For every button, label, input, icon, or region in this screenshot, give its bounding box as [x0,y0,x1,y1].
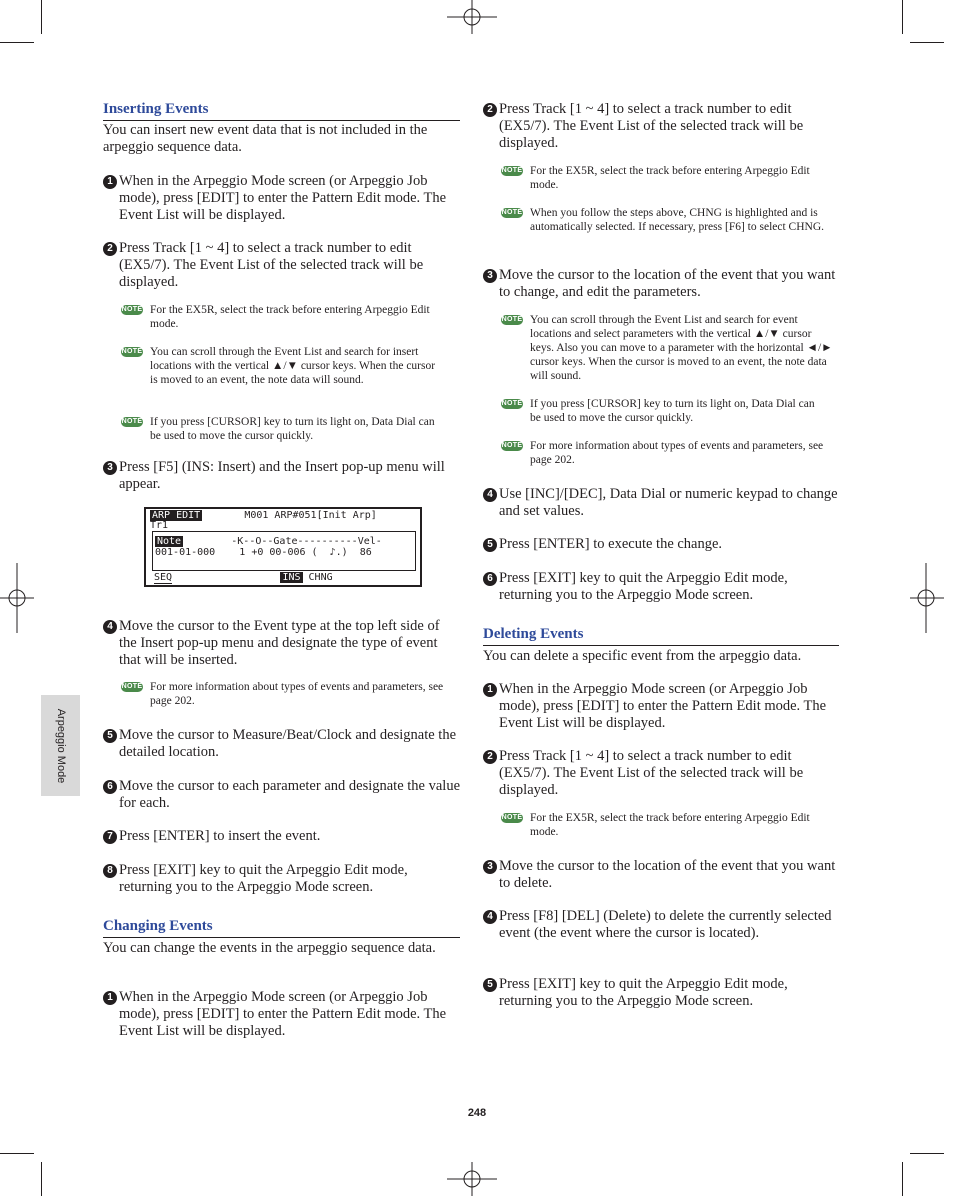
deleting-step-4 [483,908,840,942]
step-text: When in the Arpeggio Mode screen (or Arpeggio Job mode), press [EDIT] to enter the Pattern Edit mode. The Event List will be displayed. [499,681,827,731]
changing-note-5 [483,439,824,467]
section-heading-inserting: Inserting Events [103,101,460,121]
step-text: Move the cursor to Measure/Beat/Clock and designate the detailed location. [119,727,457,760]
deleting-step-2 [483,748,840,799]
inserting-intro: You can insert new event data that is not included in the arpeggio sequence data. [103,122,428,155]
inserting-note-3 [103,415,444,443]
note-icon: NOTE [501,167,523,174]
lcd-track: Tr1 [150,520,169,531]
note-text: For the EX5R, select the track before entering Arpeggio Edit mode. [530,165,810,191]
changing-intro: You can change the events in the arpeggio sequence data. [103,940,436,956]
crop-mark [910,42,944,43]
deleting-step-3 [483,858,840,892]
registration-mark [0,563,36,633]
note-text: You can scroll through the Event List and search for insert locations with the vertical ▲/▼ cursor keys. When the cursor is moved to an event, the note data will sound. [150,346,436,386]
step-text: Move the cursor to the location of the event that you want to delete. [499,858,836,891]
step-number-1: 1 [103,991,117,1005]
note-icon: NOTE [121,348,143,355]
inserting-step-1 [103,173,460,224]
step-text: When in the Arpeggio Mode screen (or Arpeggio Job mode), press [EDIT] to enter the Pattern Edit mode. The Event List will be displayed. [119,173,447,223]
step-number-5: 5 [483,978,497,992]
changing-note-4 [483,397,824,425]
crop-mark [41,0,42,34]
step-text: Press [EXIT] key to quit the Arpeggio Edit mode, returning you to the Arpeggio Mode screen. [499,570,788,603]
changing-step-2 [483,101,840,152]
note-icon: NOTE [501,814,523,821]
step-text: Move the cursor to the Event type at the top left side of the Insert pop-up menu and designate the type of event that will be inserted. [119,618,440,668]
note-icon: NOTE [501,316,523,323]
deleting-step-5 [483,976,840,1010]
step-number-7: 7 [103,830,117,844]
step-text: Move the cursor to the location of the event that you want to change, and edit the parameters. [499,267,836,300]
registration-mark [437,0,507,36]
note-icon: NOTE [501,400,523,407]
note-text: If you press [CURSOR] key to turn its light on, Data Dial can be used to move the cursor quickly. [530,398,815,424]
step-number-5: 5 [483,538,497,552]
step-number-4: 4 [103,620,117,634]
note-text: For more information about types of events and parameters, see page 202. [530,440,824,466]
lcd-type: Note [157,536,182,547]
lcd-footer [154,572,333,583]
lcd-popup [152,531,416,571]
inserting-step-5 [103,727,460,761]
crop-mark [0,1153,34,1154]
step-number-8: 8 [103,864,117,878]
side-tab [41,695,80,796]
page-number: 248 [467,1107,487,1119]
inserting-step-3 [103,459,460,493]
step-text: Press [ENTER] to insert the event. [119,828,321,844]
changing-note-1 [483,164,838,192]
step-text: Press Track [1 ~ 4] to select a track number to edit (EX5/7). The Event List of the selected track will be displayed. [499,101,804,151]
lcd-header: M001 ARP#051[Init Arp] [244,510,377,521]
inserting-step-7 [103,828,460,845]
crop-mark [902,1162,903,1196]
note-text: For the EX5R, select the track before entering Arpeggio Edit mode. [530,812,810,838]
changing-step-5 [483,536,840,553]
crop-mark [910,1153,944,1154]
section-heading-deleting: Deleting Events [483,626,839,646]
lcd-popup-header [155,536,382,547]
step-text: Press [EXIT] key to quit the Arpeggio Edit mode, returning you to the Arpeggio Mode screen. [499,976,788,1009]
step-text: Press [EXIT] key to quit the Arpeggio Edit mode, returning you to the Arpeggio Mode screen. [119,862,408,895]
changing-step-6 [483,570,840,604]
step-number-2: 2 [483,750,497,764]
deleting-step-1 [483,681,840,732]
section-heading-changing: Changing Events [103,918,460,938]
step-number-6: 6 [483,572,497,586]
step-text: Use [INC]/[DEC], Data Dial or numeric keypad to change and set values. [499,486,838,519]
step-text: Press Track [1 ~ 4] to select a track number to edit (EX5/7). The Event List of the selected track will be displayed. [119,240,424,290]
lcd-seq: SEQ [154,572,173,583]
step-text: Press [F8] [DEL] (Delete) to delete the currently selected event (the event where the cursor is located). [499,908,832,941]
step-number-1: 1 [103,175,117,189]
step-text: Move the cursor to each parameter and designate the value for each. [119,778,461,811]
note-icon: NOTE [121,306,143,313]
step-number-2: 2 [483,103,497,117]
side-tab-label: Arpeggio Mode [54,708,67,783]
crop-mark [41,1162,42,1196]
step-number-3: 3 [483,860,497,874]
step-text: Press [F5] (INS: Insert) and the Insert pop-up menu will appear. [119,459,445,492]
step-number-6: 6 [103,780,117,794]
inserting-step-4 [103,618,460,669]
changing-step-1 [103,989,460,1040]
crop-mark [902,0,903,34]
note-text: For the EX5R, select the track before entering Arpeggio Edit mode. [150,304,430,330]
inserting-step-6 [103,778,460,812]
lcd-tab: ARP EDIT [152,510,201,521]
registration-mark [908,563,944,633]
step-number-3: 3 [103,461,117,475]
step-number-4: 4 [483,910,497,924]
step-text: Press Track [1 ~ 4] to select a track number to edit (EX5/7). The Event List of the selected track will be displayed. [499,748,804,798]
inserting-step-2 [103,240,460,291]
lcd-event-row: 001-01-000 1 +0 00-006 ( ♪.) 86 [155,547,372,558]
crop-mark [0,42,34,43]
step-number-4: 4 [483,488,497,502]
inserting-note-1 [103,303,458,331]
note-icon: NOTE [501,209,523,216]
changing-step-4 [483,486,840,520]
note-icon: NOTE [501,442,523,449]
lcd-cols: -K--O--Gate----------Vel- [231,536,382,547]
inserting-note-4 [103,680,444,708]
changing-step-3 [483,267,840,301]
registration-mark [437,1162,507,1196]
lcd-screen [144,507,422,587]
note-text: If you press [CURSOR] key to turn its light on, Data Dial can be used to move the cursor quickly. [150,416,435,442]
step-number-2: 2 [103,242,117,256]
step-number-5: 5 [103,729,117,743]
note-icon: NOTE [121,683,143,690]
note-text: When you follow the steps above, CHNG is highlighted and is automatically selected. If necessary, press [F6] to select CHNG. [530,207,825,233]
step-text: Press [ENTER] to execute the change. [499,536,723,552]
deleting-intro: You can delete a specific event from the arpeggio data. [483,648,802,664]
changing-note-3 [483,313,838,383]
inserting-step-8 [103,862,460,896]
changing-note-2 [483,206,838,234]
note-text: For more information about types of events and parameters, see page 202. [150,681,444,707]
step-number-1: 1 [483,683,497,697]
note-text: You can scroll through the Event List and search for event locations and select parameters with the vertical ▲/▼ cursor keys. Also you can move to a parameter with the horizontal ◄/► cursor keys. When the cursor is moved to an event, the note data will sound. [530,314,833,382]
step-number-3: 3 [483,269,497,283]
deleting-note-1 [483,811,838,839]
lcd-chng: CHNG [308,572,333,583]
note-icon: NOTE [121,418,143,425]
step-text: When in the Arpeggio Mode screen (or Arpeggio Job mode), press [EDIT] to enter the Pattern Edit mode. The Event List will be displayed. [119,989,447,1039]
inserting-note-2 [103,345,444,387]
lcd-ins: INS [282,572,301,583]
lcd-header-row [150,510,377,521]
